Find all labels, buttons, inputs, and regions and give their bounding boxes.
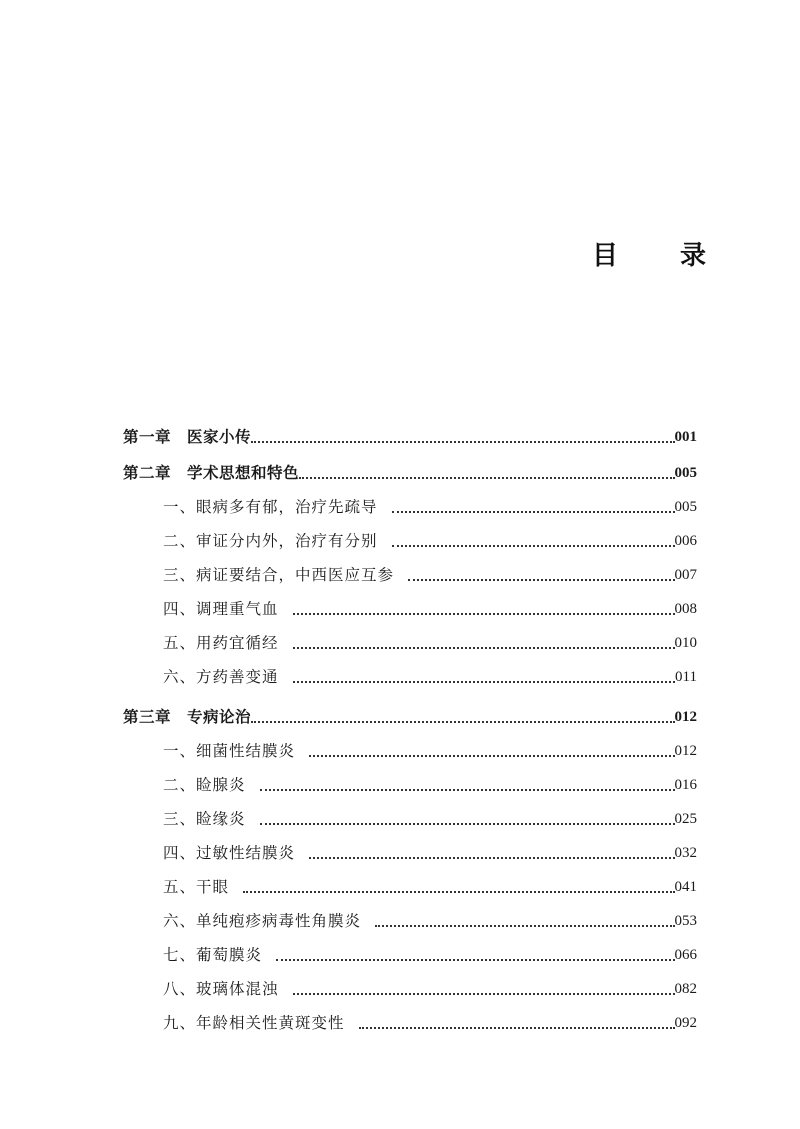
toc-leader-dots [309,857,674,859]
toc-section-2-6[interactable] [123,660,697,694]
toc-section-title: 七、葡萄膜炎 [163,946,263,964]
toc-page-number: 005 [674,465,697,481]
toc-page-number: 066 [674,947,697,963]
toc-page-number: 007 [674,567,697,583]
toc-page-number: 008 [674,601,697,617]
toc-page-number: 025 [674,811,697,827]
toc-section-3-7[interactable] [123,938,697,972]
toc-chapter-2[interactable] [123,454,697,490]
toc-page-number: 011 [675,669,697,685]
toc-leader-dots [408,579,674,581]
toc-section-title: 六、方药善变通 [163,668,279,686]
toc-section-3-3[interactable] [123,802,697,836]
toc-section-3-8[interactable] [123,972,697,1006]
toc-leader-dots [293,647,675,649]
toc-section-title: 四、过敏性结膜炎 [163,844,296,862]
toc-chapter-number: 第三章 [123,708,172,726]
table-of-contents [123,418,697,1040]
toc-page-number: 092 [674,1015,697,1031]
toc-chapter-1[interactable] [123,418,697,454]
toc-chapter-3[interactable] [123,698,697,734]
toc-leader-dots [375,925,674,927]
toc-leader-dots [293,681,676,683]
toc-section-title: 二、审证分内外，治疗有分别 [163,532,378,550]
toc-leader-dots [251,721,674,723]
toc-leader-dots [276,959,674,961]
toc-section-3-6[interactable] [123,904,697,938]
toc-chapter-label [123,700,251,734]
toc-section-2-2[interactable] [123,524,697,558]
toc-leader-dots [293,613,675,615]
toc-section-3-4[interactable] [123,836,697,870]
toc-section-title: 三、病证要结合，中西医应互参 [163,566,395,584]
toc-chapter-title: 学术思想和特色 [187,464,300,482]
toc-chapter-label [123,420,251,454]
page-title: 目 录 [591,241,724,271]
toc-page-number: 016 [674,777,697,793]
toc-section-title: 八、玻璃体混浊 [163,980,279,998]
toc-leader-dots [260,823,675,825]
toc-section-title: 五、用药宜循经 [163,634,279,652]
toc-section-3-2[interactable] [123,768,697,802]
toc-page-number: 012 [674,743,697,759]
toc-page-number: 082 [674,981,697,997]
toc-chapter-title: 医家小传 [187,428,252,446]
toc-section-3-9[interactable] [123,1006,697,1040]
toc-leader-dots [309,755,674,757]
toc-page-number: 005 [674,499,697,515]
toc-leader-dots [260,789,675,791]
toc-chapter-title: 专病论治 [187,708,252,726]
toc-leader-dots [243,891,674,893]
toc-page-number: 032 [674,845,697,861]
toc-section-title: 四、调理重气血 [163,600,279,618]
toc-section-title: 二、睑腺炎 [163,776,246,794]
toc-section-title: 三、睑缘炎 [163,810,246,828]
toc-chapter-number: 第二章 [123,464,172,482]
toc-section-2-5[interactable] [123,626,697,660]
toc-page-number: 006 [674,533,697,549]
toc-leader-dots [392,545,675,547]
toc-section-title: 六、单纯疱疹病毒性角膜炎 [163,912,362,930]
toc-section-2-1[interactable] [123,490,697,524]
toc-section-title: 九、年龄相关性黄斑变性 [163,1014,345,1032]
toc-page-number: 001 [674,429,697,445]
toc-page-number: 053 [674,913,697,929]
toc-page-number: 010 [674,635,697,651]
toc-page-number: 012 [674,709,697,725]
toc-section-title: 一、眼病多有郁，治疗先疏导 [163,498,378,516]
toc-leader-dots [251,441,674,443]
toc-section-3-5[interactable] [123,870,697,904]
toc-chapter-number: 第一章 [123,428,172,446]
toc-section-2-3[interactable] [123,558,697,592]
toc-leader-dots [359,1027,675,1029]
toc-leader-dots [293,993,675,995]
toc-leader-dots [392,511,675,513]
toc-leader-dots [299,477,674,479]
toc-section-title: 一、细菌性结膜炎 [163,742,296,760]
toc-page-number: 041 [674,879,697,895]
toc-section-2-4[interactable] [123,592,697,626]
toc-section-title: 五、干眼 [163,878,230,896]
toc-section-3-1[interactable] [123,734,697,768]
toc-chapter-label [123,456,299,490]
